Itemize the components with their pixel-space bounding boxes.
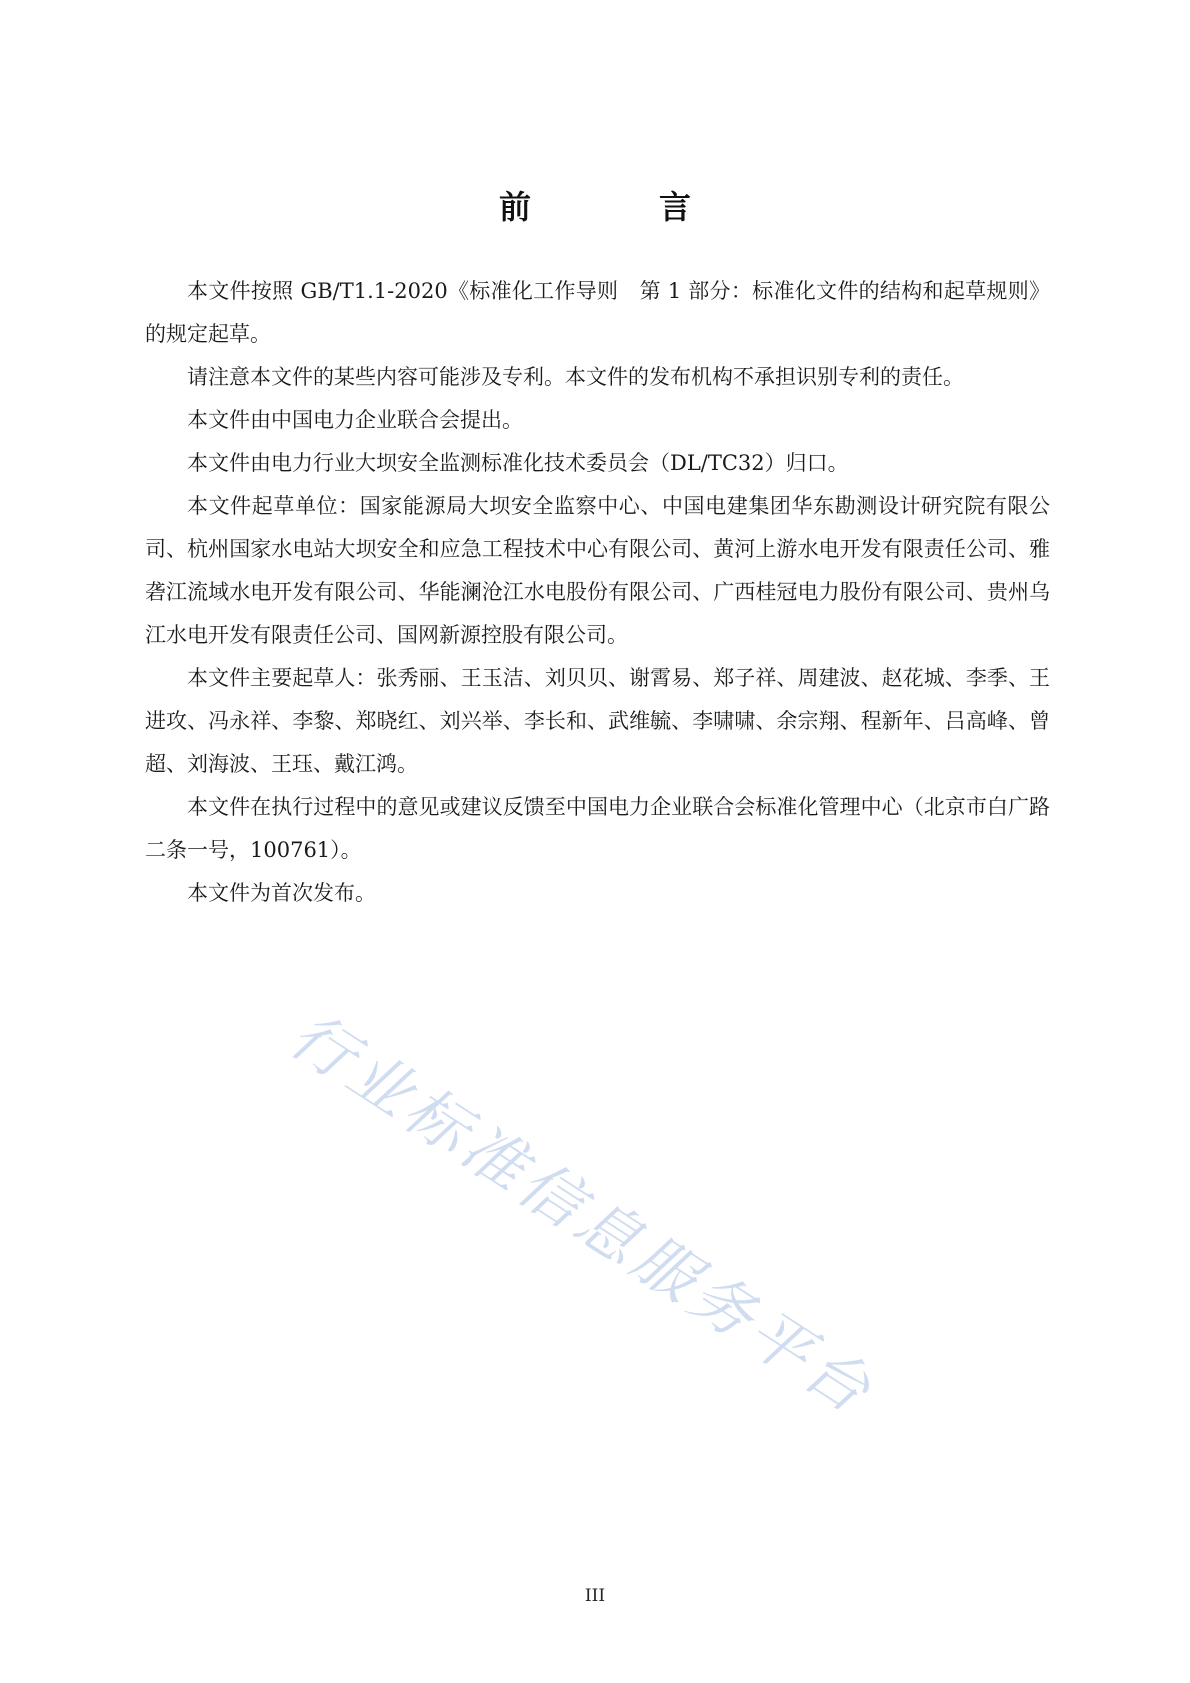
paragraph-drafting-rules: 本文件按照 GB/T1.1-2020《标准化工作导则 第 1 部分：标准化文件的结构和起草规则》的规定起草。	[145, 279, 1050, 346]
watermark: 行业标准信息服务平台	[277, 998, 888, 1430]
page-number: III	[584, 1586, 606, 1606]
paragraph-first-release: 本文件为首次发布。	[187, 881, 376, 905]
paragraph-patent-notice: 请注意本文件的某些内容可能涉及专利。本文件的发布机构不承担识别专利的责任。	[187, 365, 964, 389]
paragraph-proposer: 本文件由中国电力企业联合会提出。	[187, 408, 523, 432]
paragraph-administrator: 本文件由电力行业大坝安全监测标准化技术委员会（DL/TC32）归口。	[187, 451, 849, 475]
paragraph-drafters: 本文件主要起草人：张秀丽、王玉洁、刘贝贝、谢霄易、郑子祥、周建波、赵花城、李季、王进攻、冯永祥、李黎、郑晓红、刘兴举、李长和、武维毓、李啸啸、余宗翔、程新年、吕高峰、曾超、刘海波、王珏、戴江鸿。	[145, 666, 1050, 776]
paragraph-feedback: 本文件在执行过程中的意见或建议反馈至中国电力企业联合会标准化管理中心（北京市白广路二条一号，100761）。	[145, 795, 1050, 862]
page-title: 前 言	[498, 188, 739, 226]
paragraph-drafting-units: 本文件起草单位：国家能源局大坝安全监察中心、中国电建集团华东勘测设计研究院有限公司、杭州国家水电站大坝安全和应急工程技术中心有限公司、黄河上游水电开发有限责任公司、雅砻江流域水电开发有限公司、华能澜沧江水电股份有限公司、广西桂冠电力股份有限公司、贵州乌江水电开发有限责任公司、国网新源控股有限公司。	[145, 494, 1050, 647]
foreword-body	[145, 270, 1050, 915]
